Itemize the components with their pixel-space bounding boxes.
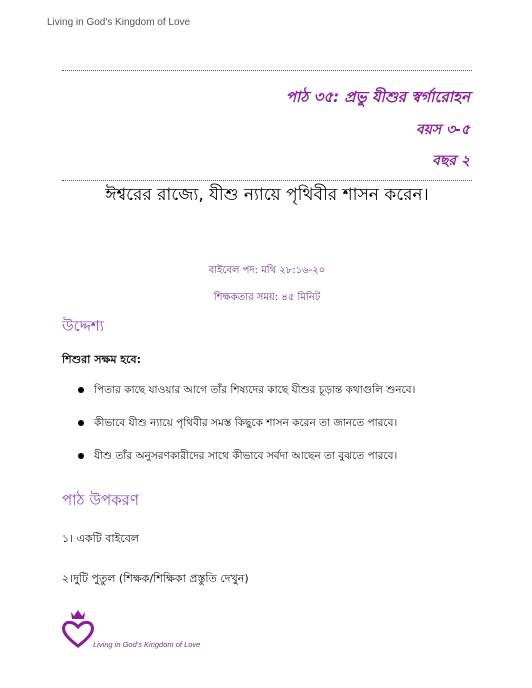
objectives-lead: শিশুরা সক্ষম হবে: bbox=[62, 353, 142, 366]
list-item bbox=[78, 415, 478, 448]
heading-divider bbox=[62, 180, 472, 181]
list-item bbox=[78, 448, 478, 481]
crown-heart-icon bbox=[60, 606, 96, 650]
top-divider bbox=[62, 70, 472, 71]
material-item: ১। একটি বাইবেল bbox=[62, 532, 140, 545]
objective-text: পিতার কাছে যাওয়ার আগে তাঁর শিষ্যদের কাছে যীশুর চূড়ান্ত কথাগুলি শুনবে। bbox=[94, 384, 416, 396]
lesson-title: পাঠ ৩৫: প্রভু যীশুর স্বর্গারোহন bbox=[285, 88, 470, 106]
scripture-reference: বাইবেল পদ: মথি ২৮:১৬-২০ bbox=[208, 265, 326, 276]
teaching-duration: শিক্ষকতার সময়: ৪৫ মিনিট bbox=[213, 292, 321, 303]
main-heading: ঈশ্বরের রাজ্যে, যীশু ন্যায়ে পৃথিবীর শাসন করেন। bbox=[105, 185, 429, 205]
age-range: বয়স ৩-৫ bbox=[415, 122, 470, 138]
bullet-icon bbox=[78, 387, 84, 393]
running-head: Living in God's Kingdom of Love bbox=[47, 17, 191, 28]
objectives-list bbox=[78, 382, 478, 481]
year-label: বছর ২ bbox=[432, 153, 470, 169]
bullet-icon bbox=[78, 453, 84, 459]
objectives-heading: উদ্দেশ্য bbox=[62, 317, 105, 335]
objective-text: যীশু তাঁর অনুসরণকারীদের সাথে কীভাবে সর্বদা আছেন তা বুঝতে পারবে। bbox=[94, 450, 398, 462]
material-item: ২।দুটি পুতুল (শিক্ষক/শিক্ষিকা প্রস্তুতি দেখুন) bbox=[62, 572, 249, 585]
bullet-icon bbox=[78, 420, 84, 426]
objective-text: কীভাবে যীশু ন্যায়ে পৃথিবীর সমস্ত কিছুকে শাসন করেন তা জানতে পারবে। bbox=[94, 417, 398, 429]
logo-text: Living in God's Kingdom of Love bbox=[93, 640, 201, 649]
materials-heading: পাঠ উপকরণ bbox=[62, 491, 139, 509]
list-item bbox=[78, 382, 478, 415]
